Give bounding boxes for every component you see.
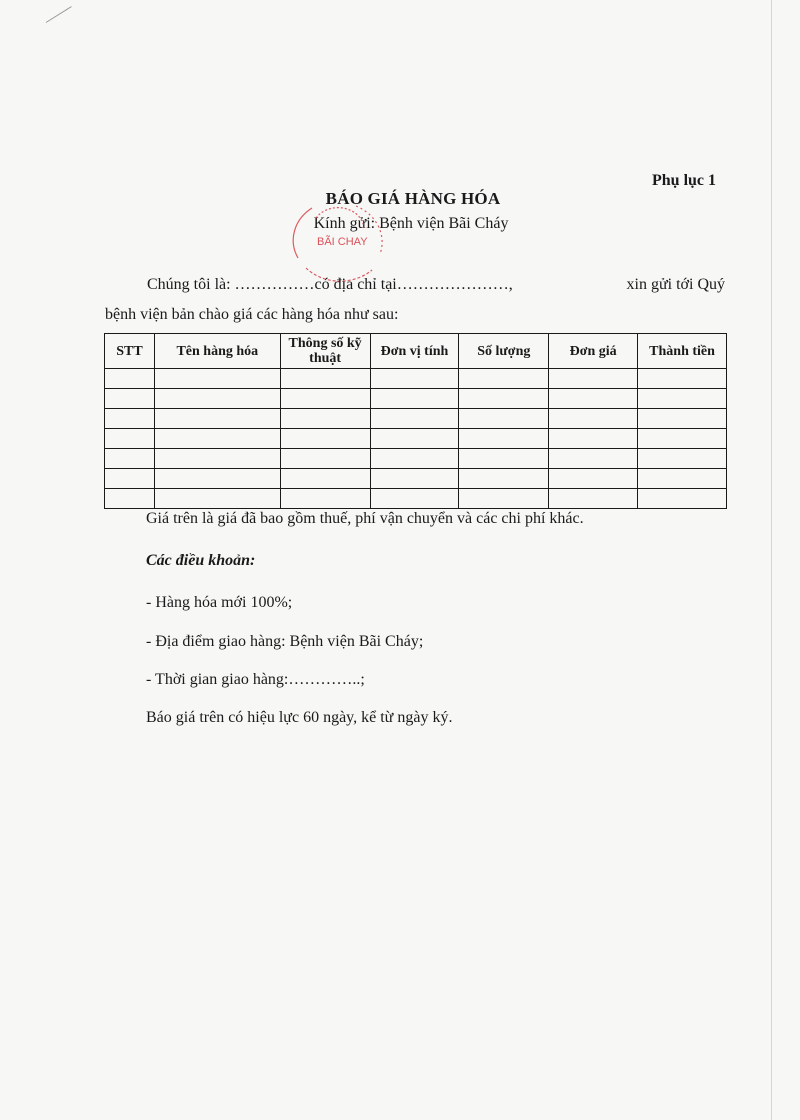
header-unit-price: Đơn giá: [549, 334, 638, 369]
quote-table: [104, 333, 727, 509]
table-row: [105, 369, 727, 389]
table-body: [105, 369, 727, 509]
term-item: - Thời gian giao hàng:…………..;: [146, 671, 365, 688]
table-row: [105, 429, 727, 449]
intro-suffix: xin gửi tới Quý: [626, 276, 725, 293]
addressee-line: [0, 215, 800, 233]
table-header-row: [105, 334, 727, 369]
table-row: [105, 409, 727, 429]
intro-prefix: Chúng tôi là: ……………có địa chỉ tại…………………,: [147, 276, 513, 293]
document-title: [0, 189, 800, 209]
header-unit: Đơn vị tính: [370, 334, 459, 369]
term-item: - Hàng hóa mới 100%;: [146, 594, 293, 611]
header-spec: Thông số kỹ thuật: [280, 334, 370, 369]
intro-line-2: bệnh viện bản chào giá các hàng hóa như sau:: [105, 306, 399, 323]
addressee-text: Kính gửi: Bệnh viện Bãi Cháy: [313, 215, 509, 232]
header-quantity: Số lượng: [459, 334, 549, 369]
appendix-label: Phụ lục 1: [652, 172, 717, 189]
table-row: [105, 389, 727, 409]
table-row: [105, 449, 727, 469]
intro-paragraph: [105, 270, 725, 330]
terms-heading: Các điều khoản:: [146, 552, 256, 569]
stamp-text: BÃI CHAY: [317, 236, 368, 248]
validity-note: Báo giá trên có hiệu lực 60 ngày, kể từ ngày ký.: [146, 709, 453, 726]
header-item-name: Tên hàng hóa: [154, 334, 280, 369]
header-total: Thành tiền: [638, 334, 727, 369]
term-item: - Địa điểm giao hàng: Bệnh viện Bãi Cháy;: [146, 633, 424, 650]
table-row: [105, 469, 727, 489]
table-row: [105, 489, 727, 509]
price-note: Giá trên là giá đã bao gồm thuế, phí vận chuyển và các chi phí khác.: [146, 510, 584, 527]
scan-mark: [46, 6, 72, 23]
document-title-text: BÁO GIÁ HÀNG HÓA: [325, 189, 501, 208]
intro-line-1: [105, 270, 725, 300]
header-stt: STT: [105, 334, 155, 369]
stamp-arc-left: [293, 208, 312, 258]
page-edge-line: [771, 0, 772, 1120]
stamp-arc-inner: [316, 208, 364, 228]
